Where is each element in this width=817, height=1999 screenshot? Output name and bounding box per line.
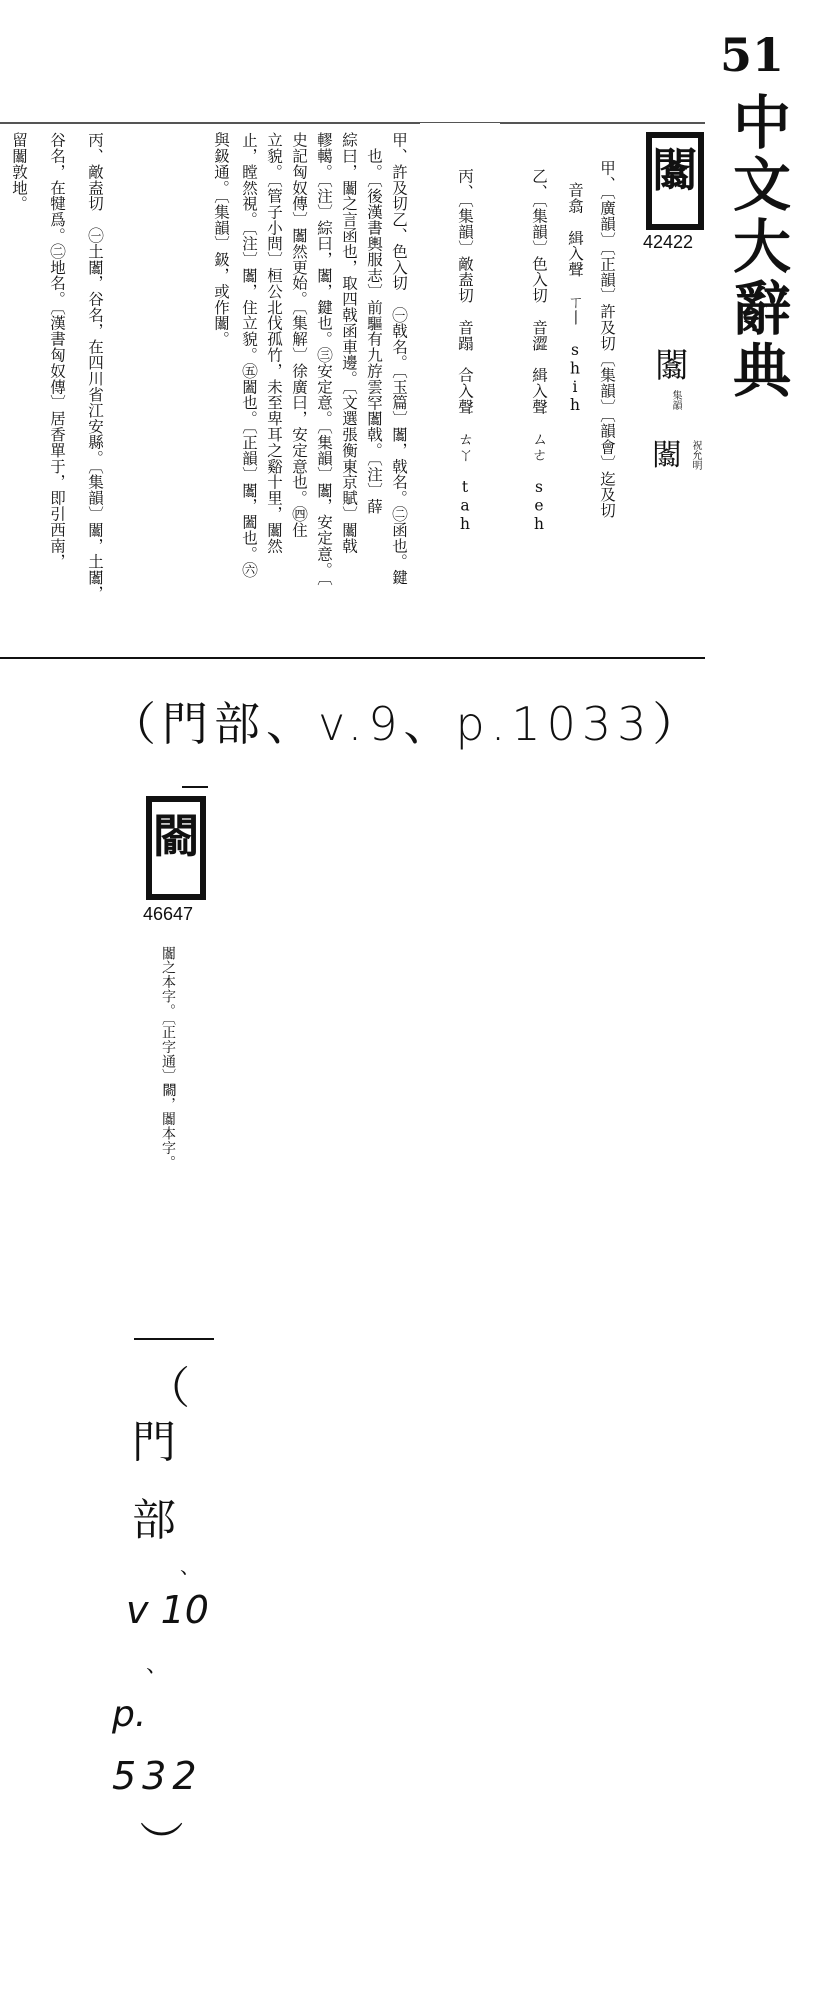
- entry2-note-line-7: 532: [112, 1754, 203, 1798]
- entry1-col-6: 綜曰，闟之言函也，取四戟函車邊。〔文選張衡東京賦〕闟戟: [340, 132, 358, 554]
- header-dash-rule: [420, 123, 500, 125]
- entry1-col-8: 史記匈奴傳〕闟然更始。〔集解〕徐廣曰，安定意也。㊃住: [290, 132, 308, 538]
- seal-variant-2-label: 祝允明: [690, 440, 701, 470]
- entry1-col-7: 轇轕。〔注〕綜曰，闟，鍵也。㊂安定意。〔集韻〕闟，安定意。〔: [315, 132, 333, 586]
- entry1-col-12: 丙、敵盍切 ㊀土闟，谷名，在四川省江安縣。〔集韻〕闟，土闟，: [86, 132, 104, 602]
- entry2-number: 46647: [143, 904, 194, 924]
- entry2-note-line-3: 、: [180, 1554, 200, 1578]
- entry2-text: 闟之本字。〔正字通〕𨵦，闟本字。: [160, 946, 176, 1170]
- entry2-note-line-4: v 10: [126, 1588, 209, 1632]
- entry1-col-4: 甲、許及切乙、色入切 ㊀戟名。〔玉篇〕闟，戟名。㊁函也。鍵: [390, 132, 408, 586]
- dictionary-title: 中文大辭典: [723, 92, 791, 402]
- entry2-top-rule: [182, 786, 208, 788]
- entry1-col-2: 乙、〔集韻〕色入切 音澀 緝入聲 ㄙㄜ seh: [530, 168, 548, 534]
- entry2-note-line-0: （: [146, 1363, 190, 1414]
- entry1-col-1: 音翕 緝入聲 ㄒ丨 shih: [566, 182, 584, 415]
- entry1-bracket-bottom: [646, 224, 704, 230]
- entry2-note-line-5: 、: [146, 1653, 169, 1678]
- entry2-note-rule: [134, 1338, 214, 1340]
- entry2-head-char: 𨵦: [153, 809, 199, 863]
- entry1-number: 42422: [643, 232, 694, 252]
- entry1-col-0: 甲、〔廣韻〕〔正韻〕許及切〔集韻〕〔韻會〕迄及切: [598, 160, 616, 519]
- entry1-bracket-top: [646, 132, 704, 138]
- entry1-handwritten-note: （門部、v.9、p.1033）: [110, 697, 705, 751]
- entry2-note-line-1: 門: [132, 1417, 176, 1468]
- entry1-col-10: 止，瞠然視。〔注〕闟，住立貌。㊄闔也。〔正韻〕闟，闔也。㊅: [240, 132, 258, 578]
- page-number: 51: [720, 28, 785, 82]
- entry1-bottom-rule: [0, 657, 705, 659]
- entry1-col-14: 留闟敦地。: [10, 132, 28, 212]
- entry2-note-line-6: p.: [112, 1694, 147, 1735]
- entry1-head-bracket: [646, 132, 704, 230]
- entry1-top-rule: [0, 122, 705, 124]
- entry2-head-bracket: [146, 796, 206, 900]
- entry1-col-3: 丙、〔集韻〕敵盍切 音蹋 合入聲 ㄊㄚ tah: [456, 168, 474, 534]
- entry2-note-line-8: ）: [134, 1820, 185, 1864]
- seal-variant-1: 闟: [655, 346, 689, 386]
- entry2-note-line-2: 部: [132, 1495, 176, 1546]
- entry2-bracket-top: [146, 796, 206, 802]
- entry1-col-9: 立貌。〔管子小問〕桓公北伐孤竹，未至卑耳之谿十里，闟然: [265, 132, 283, 554]
- entry2-bracket-bottom: [146, 894, 206, 900]
- entry1-col-13: 谷名，在犍爲。㊁地名。〔漢書匈奴傳〕居香單于，即引西南，: [48, 132, 66, 570]
- entry1-col-5: 也。〔後漢書輿服志〕前驅有九斿雲罕闟戟。〔注〕薛: [365, 148, 383, 515]
- entry1-head-char: 闟: [652, 143, 698, 197]
- entry1-col-11: 與鈒通。〔集韻〕鈒，或作闟。: [212, 132, 230, 347]
- seal-variant-2: 闟: [652, 438, 682, 473]
- seal-variant-1-label: 集韻: [670, 390, 681, 410]
